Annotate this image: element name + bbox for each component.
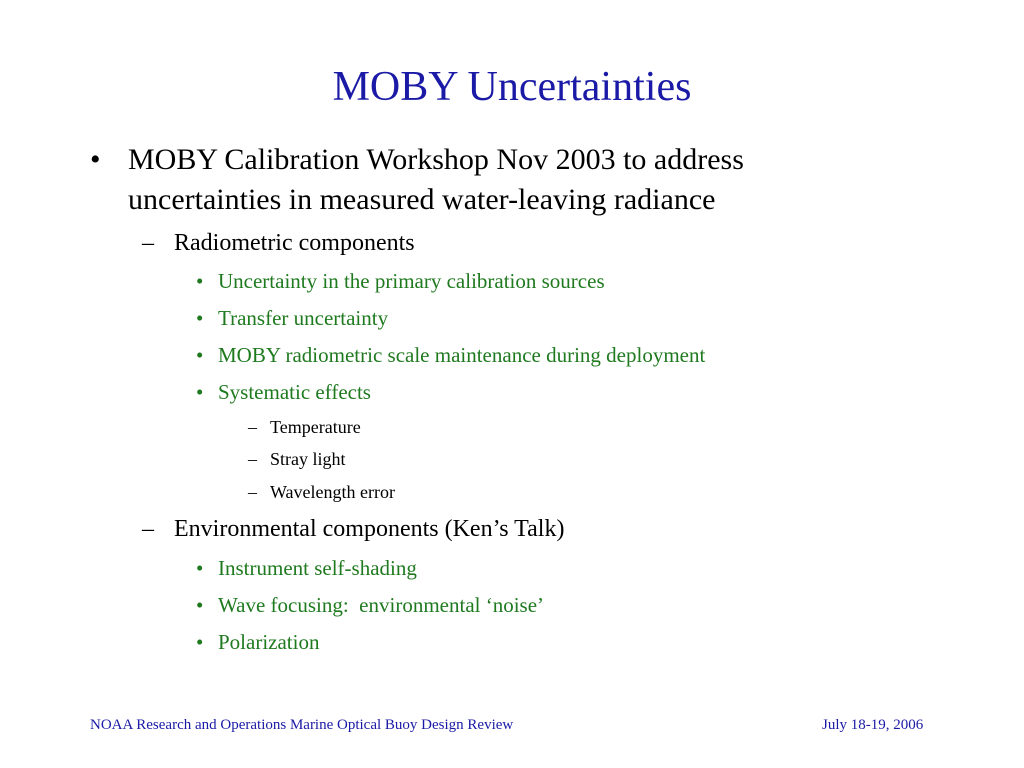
bullet-icon: • bbox=[196, 556, 204, 580]
environmental-item: Polarization bbox=[218, 630, 320, 654]
bullet-icon: • bbox=[196, 269, 204, 293]
footer-right: July 18-19, 2006 bbox=[822, 717, 924, 733]
dash-icon: – bbox=[248, 417, 257, 437]
environmental-heading: Environmental components (Ken’s Talk) bbox=[174, 516, 565, 542]
environmental-item: Wave focusing: environmental ‘noise’ bbox=[218, 593, 545, 617]
radiometric-item: Uncertainty in the primary calibration sources bbox=[218, 269, 605, 293]
systematic-subitem: Temperature bbox=[270, 417, 361, 437]
main-bullet-line1: MOBY Calibration Workshop Nov 2003 to address bbox=[128, 143, 744, 176]
bullet-icon: • bbox=[196, 380, 204, 404]
systematic-subitem: Wavelength error bbox=[270, 482, 395, 502]
radiometric-heading: Radiometric components bbox=[174, 230, 415, 256]
radiometric-item: Systematic effects bbox=[218, 380, 371, 404]
bullet-icon: • bbox=[196, 593, 204, 617]
bullet-icon: • bbox=[196, 343, 204, 367]
footer-left: NOAA Research and Operations Marine Optical Buoy Design Review bbox=[90, 717, 514, 733]
radiometric-item: MOBY radiometric scale maintenance during deployment bbox=[218, 343, 706, 367]
main-bullet-line2: uncertainties in measured water-leaving radiance bbox=[128, 183, 716, 216]
environmental-item: Instrument self-shading bbox=[218, 556, 417, 580]
radiometric-item: Transfer uncertainty bbox=[218, 306, 389, 330]
slide-title: MOBY Uncertainties bbox=[332, 64, 692, 110]
dash-icon: – bbox=[248, 449, 257, 469]
dash-icon: – bbox=[142, 230, 154, 256]
dash-icon: – bbox=[248, 482, 257, 502]
dash-icon: – bbox=[142, 516, 154, 542]
systematic-subitem: Stray light bbox=[270, 449, 346, 469]
bullet-icon: • bbox=[196, 306, 204, 330]
bullet-icon: • bbox=[196, 630, 204, 654]
bullet-icon: • bbox=[90, 143, 101, 176]
